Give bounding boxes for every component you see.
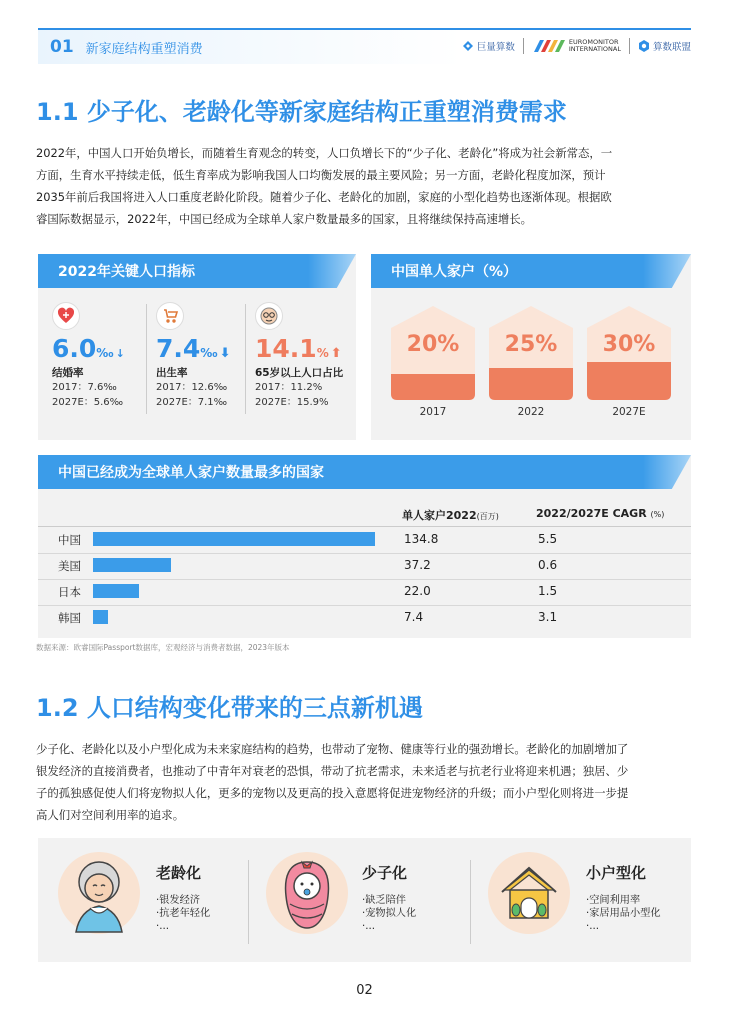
section-number: 01 [50, 37, 74, 57]
column-header-unit: (%) [650, 510, 665, 519]
intro-paragraph [36, 142, 693, 230]
value-unit: % [316, 346, 329, 360]
column-header-text: 单人家户2022 [402, 509, 477, 522]
opportunity-title: 少子化 [362, 864, 408, 882]
page-header [38, 28, 691, 64]
page-number: 02 [356, 983, 373, 998]
euromonitor-sub: INTERNATIONAL [568, 45, 621, 53]
paragraph-line: 子的孤独感促使人们将宠物拟人化，更多的宠物以及更高的投入意愿将促进宠物经济的升级；而小户型化则将进一步提 [36, 786, 629, 800]
country-label: 中国 [58, 533, 81, 547]
household-year: 2017 [419, 406, 447, 418]
opportunity-title: 老龄化 [156, 864, 202, 882]
value-number: 14.1 [255, 334, 317, 363]
opportunity-point: ·空间利用率 [586, 895, 641, 906]
paragraph-line: 2035年前后我国将进入人口重度老龄化阶段。随着少子化、老龄化的加剧，家庭的小型化趋势也逐渐体现。根据欧 [36, 190, 612, 204]
juliang-logo-icon [462, 40, 474, 52]
opportunity-point: ·... [156, 921, 169, 932]
tab-accent [643, 254, 691, 288]
divider [248, 860, 249, 944]
tab-accent [643, 455, 691, 489]
suanshu-logo-text: 算数联盟 [652, 42, 691, 53]
section-header-title: 新家庭结构重塑消费 [85, 41, 203, 57]
small-house-icon [488, 852, 570, 934]
column-header-text: 2022/2027E CAGR [536, 507, 647, 520]
data-source-note: 数据来源：欧睿国际Passport数据库，宏观经济与消费者数据，2023年版本 [36, 643, 290, 652]
value-number: 7.4 [156, 334, 201, 363]
household-bar [93, 584, 139, 598]
opportunity-point: ·宠物拟人化 [362, 908, 417, 919]
tab-accent [308, 254, 356, 288]
households-value: 7.4 [404, 610, 424, 624]
logo-divider [523, 38, 524, 54]
row-divider [38, 579, 691, 580]
country-table-panel [38, 455, 691, 638]
indicator-2017: 2017：7.6‰ [52, 382, 117, 393]
single-households-panel [371, 254, 691, 440]
elderly-face-icon [255, 302, 283, 330]
household-bar [93, 532, 375, 546]
indicator-marriage-rate [52, 302, 156, 410]
value-unit: ‰ [200, 346, 218, 360]
euromonitor-logo-text [569, 39, 621, 53]
household-value: 25% [504, 332, 558, 357]
up-arrow-icon: ⬆ [330, 346, 342, 361]
opportunity-point: ·... [362, 921, 375, 932]
opportunity-point: ·抗老年轻化 [156, 908, 211, 919]
opportunity-point: ·家居用品小型化 [586, 908, 661, 919]
country-label: 日本 [58, 585, 81, 599]
household-bar [93, 610, 108, 624]
baby-stroller-icon [156, 302, 184, 330]
opportunity-point: ·银发经济 [156, 895, 200, 906]
cagr-value: 5.5 [538, 532, 558, 546]
opportunity-paragraph [36, 738, 693, 826]
indicator-2027e: 2027E：5.6‰ [52, 397, 124, 408]
baby-icon [266, 852, 348, 934]
partner-logos [462, 38, 691, 54]
heart-icon [52, 302, 80, 330]
households-value: 37.2 [404, 558, 431, 572]
key-indicators-title: 2022年关键人口指标 [38, 254, 308, 288]
column-header-cagr [536, 507, 664, 520]
household-bar [93, 558, 171, 572]
indicator-elderly-share [255, 302, 359, 410]
elderly-woman-icon [58, 852, 140, 934]
opportunity-title: 小户型化 [586, 864, 647, 882]
country-label: 韩国 [58, 611, 81, 625]
value-unit: ‰ [96, 346, 114, 360]
divider [470, 860, 471, 944]
column-header-households [402, 507, 499, 523]
suanshu-logo-icon [638, 40, 650, 52]
cagr-value: 0.6 [538, 558, 558, 572]
cagr-value: 1.5 [538, 584, 558, 598]
single-households-title: 中国单人家户（%） [371, 254, 643, 288]
section-title-1-1: 1.1 少子化、老龄化等新家庭结构正重塑消费需求 [36, 98, 567, 126]
country-table-title: 中国已经成为全球单人家户数量最多的国家 [38, 455, 643, 489]
opportunity-point: ·... [586, 921, 599, 932]
indicator-2017: 2017：12.6‰ [156, 382, 228, 393]
indicator-label: 结婚率 [52, 367, 84, 379]
indicator-label: 65岁以上人口占比 [255, 367, 344, 379]
divider [245, 304, 246, 414]
household-2027e-house [587, 306, 671, 402]
country-label: 美国 [58, 559, 81, 573]
opportunities-panel [38, 838, 691, 962]
household-value: 20% [406, 332, 460, 357]
euromonitor-name: EUROMONITOR [568, 38, 619, 46]
header-divider [38, 526, 691, 527]
indicator-label: 出生率 [156, 367, 188, 379]
value-number: 6.0 [52, 334, 97, 363]
opportunity-point: ·缺乏陪伴 [362, 895, 406, 906]
paragraph-line: 2022年，中国人口开始负增长，而随着生育观念的转变，人口负增长下的“少子化、老龄化”将成为社会新常态，一 [36, 146, 613, 160]
logo-divider [629, 38, 630, 54]
indicator-2027e: 2027E：7.1‰ [156, 397, 228, 408]
households-value: 134.8 [404, 532, 439, 546]
down-arrow-icon: ↓ [115, 347, 125, 360]
household-2017-house [391, 306, 475, 402]
euromonitor-logo-icon [532, 40, 566, 52]
paragraph-line: 方面，生育水平持续走低，低生育率成为影响我国人口均衡发展的最主要风险；另一方面，老龄化程度加深，预计 [36, 168, 606, 182]
suanshu-logo [638, 39, 691, 53]
indicator-value [52, 334, 156, 363]
key-indicators-panel [38, 254, 356, 440]
euromonitor-logo [532, 39, 621, 53]
household-2022-house [489, 306, 573, 402]
paragraph-line: 睿国际数据显示，2022年，中国已经成为全球单人家户数量最多的国家，且将继续保持高速增长。 [36, 212, 533, 226]
paragraph-line: 高人们对空间利用率的追求。 [36, 808, 185, 822]
indicator-2017: 2017：11.2% [255, 382, 323, 393]
juliang-logo [462, 39, 515, 53]
row-divider [38, 605, 691, 606]
column-header-unit: (百万) [476, 512, 499, 521]
down-arrow-icon: ⬇ [219, 346, 231, 361]
household-year: 2027E [612, 406, 646, 418]
juliang-logo-text: 巨量算数 [476, 42, 515, 53]
indicator-2027e: 2027E：15.9% [255, 397, 329, 408]
paragraph-line: 银发经济的直接消费者，也推动了中青年对衰老的恐惧，带动了抗老需求，未来适老与抗老行业将迎来机遇；独居、少 [36, 764, 629, 778]
paragraph-line: 少子化、老龄化以及小户型化成为未来家庭结构的趋势，也带动了宠物、健康等行业的强劲增长。老龄化的加剧增加了 [36, 742, 629, 756]
indicator-value [255, 334, 359, 363]
divider [146, 304, 147, 414]
section-title-1-2: 1.2 人口结构变化带来的三点新机遇 [36, 694, 423, 722]
cagr-value: 3.1 [538, 610, 558, 624]
households-value: 22.0 [404, 584, 431, 598]
household-year: 2022 [517, 406, 545, 418]
row-divider [38, 553, 691, 554]
household-value: 30% [602, 332, 656, 357]
